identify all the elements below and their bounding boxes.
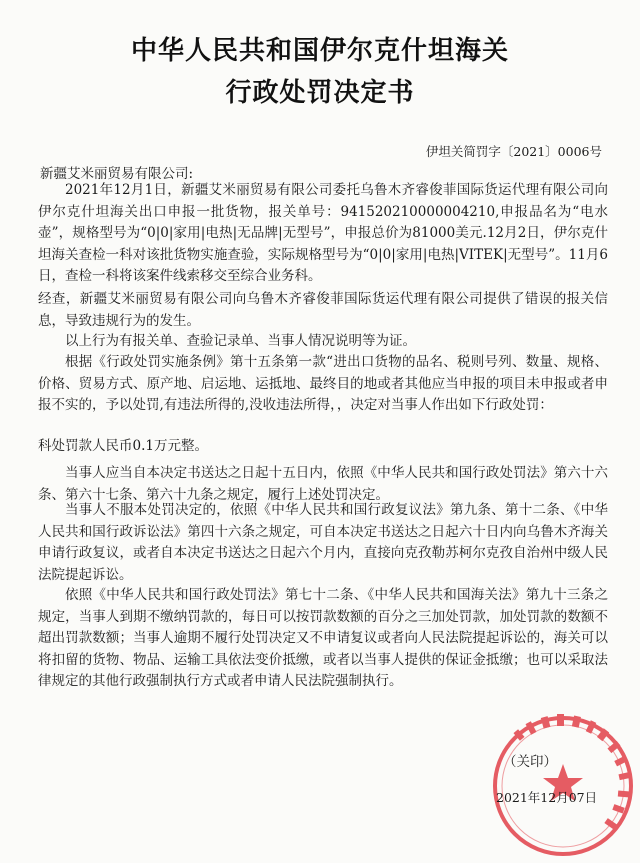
seal-note: （关印）	[503, 754, 557, 770]
paragraph-enforcement: 依照《中华人民共和国行政处罚法》第七十二条、《中华人民共和国海关法》第九十三条之规定，当事人到期不缴纳罚款的，每日可以按罚款数额的百分之三加处罚款，加处罚款的数额不超出罚款数额；当事人逾期不履行处罚决定又不申请复议或者向人民法院提起诉讼的，海关可以将扣留的货物、物品、运输工具依法变价抵缴，或者以当事人提供的保证金抵缴；也可以采取法律规定的其他行政强制执行方式或者申请人民法院强制执行。	[38, 587, 608, 689]
document-number: 伊坦关简罚字〔2021〕0006号	[425, 144, 602, 159]
paragraph-penalty: 科处罚款人民币0.1万元整。	[38, 438, 208, 454]
decision-date: 2021年12月07日	[496, 790, 598, 805]
paragraph-evidence: 以上行为有报关单、查验记录单、当事人情况说明等为证。	[65, 333, 416, 349]
document-title-line2: 行政处罚决定书	[225, 78, 415, 108]
paragraph-legal-basis: 根据《行政处罚实施条例》第十五条第一款“进出口货物的品名、税则号列、数量、规格、价格、贸易方式、原产地、启运地、运抵地、最终目的地或者其他应当申报的项目未申报或者申报不实的，予以处罚,有违法所得的,没收违法所得，，决定对当事人作出如下行政处罚：	[38, 354, 608, 413]
addressee: 新疆艾米丽贸易有限公司:	[40, 166, 194, 182]
paragraph-investigation: 经查，新疆艾米丽贸易有限公司向乌鲁木齐睿俊菲国际货运代理有限公司提供了错误的报关信息，导致违规行为的发生。	[38, 291, 608, 329]
paragraph-appeal-rights: 当事人不服本处罚决定的，依照《中华人民共和国行政复议法》第九条、第十二条、《中华人民共和国行政诉讼法》第四十六条之规定，可自本决定书送达之日起六十日内向乌鲁木齐海关申请行政复议，或者自本决定书送达之日起六个月内，直接向克孜勒苏柯尔克孜自治州中级人民法院提起诉讼。	[38, 502, 608, 583]
paragraph-fulfillment: 当事人应当自本决定书送达之日起十五日内，依照《中华人民共和国行政处罚法》第六十六条、第六十七条、第六十九条之规定，履行上述处罚决定。	[38, 465, 608, 503]
document-title-line1: 中华人民共和国伊尔克什坦海关	[130, 36, 509, 66]
paragraph-facts: 2021年12月1日，新疆艾米丽贸易有限公司委托乌鲁木齐睿俊菲国际货运代理有限公司向伊尔克什坦海关出口申报一批货物，报关单号：941520210000004210,申报品名为“电水壶”，规格型号为“0|0|家用|电热|无品牌|无型号”，申报总价为81000美元.12月2日，伊尔克什坦海关查检一科对该批货物实施查验，实际规格型号为“0|0|家用|电热|VITEK|无型号”。11月6日，查检一科将该案件线索移交至综合业务科。	[38, 182, 608, 284]
official-seal-icon	[478, 698, 640, 863]
